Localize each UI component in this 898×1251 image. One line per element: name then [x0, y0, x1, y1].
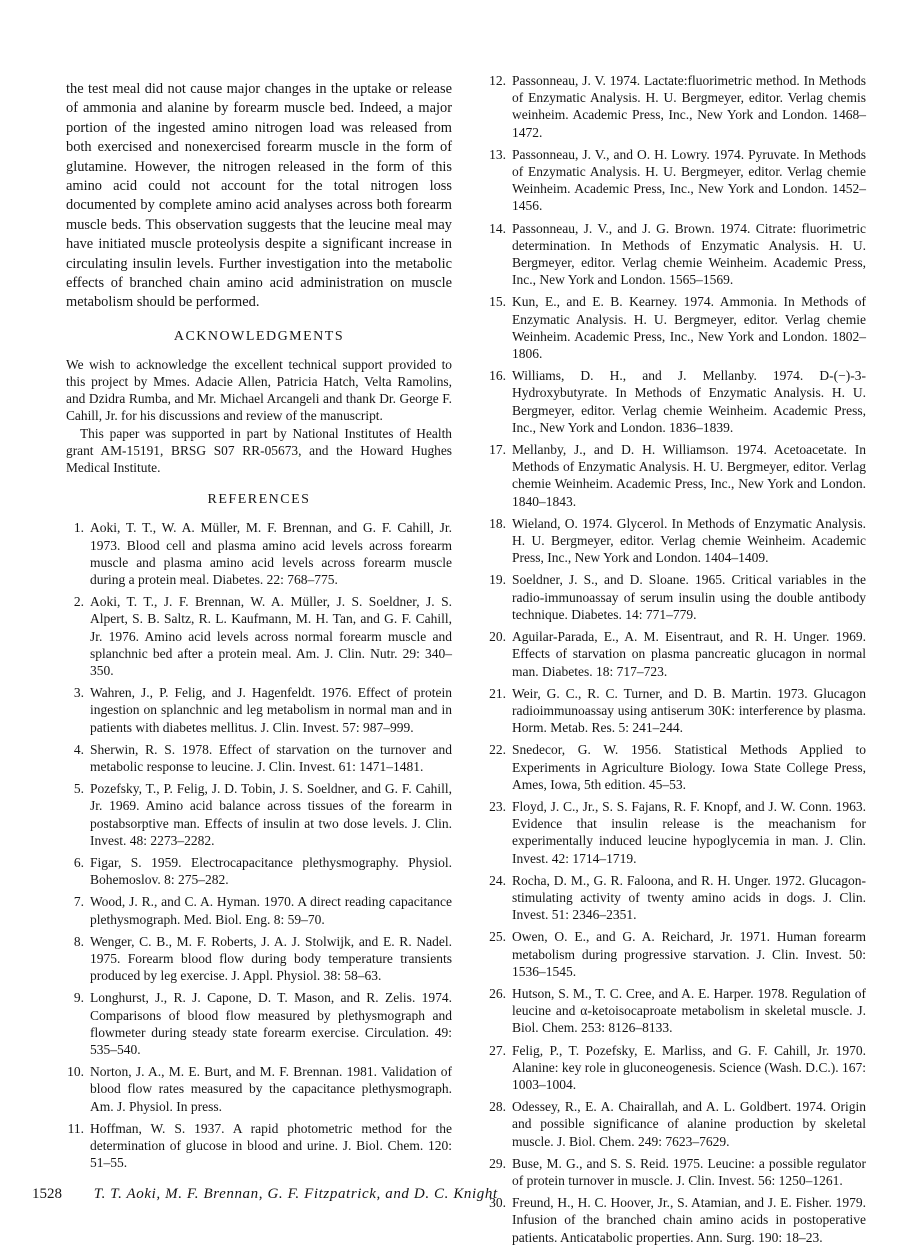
reference-text: Williams, D. H., and J. Mellanby. 1974. D-(−)-3-Hydroxybutyrate. In Methods of Enzymatic Analysis. H. U. Bergmeyer, editor. Verlag chemie Weinheim. Academic Press, Inc., New York and London. 1836–1839.	[512, 368, 866, 435]
reference-number: 2.	[73, 594, 84, 610]
reference-item	[488, 293, 866, 362]
reference-text: Buse, M. G., and S. S. Reid. 1975. Leucine: a possible regulator of protein turnover in muscle. J. Clin. Invest. 56: 1250–1261.	[512, 1155, 866, 1188]
reference-item	[488, 367, 866, 436]
reference-number: 30.	[489, 1195, 506, 1211]
reference-item	[488, 146, 866, 215]
reference-text: Snedecor, G. W. 1956. Statistical Methods Applied to Experiments in Agriculture Biology. Iowa State College Press, Ames, Iowa, 5th edition. 45–53.	[512, 742, 866, 792]
footer-authors: T. T. Aoki, M. F. Brennan, G. F. Fitzpatrick, and D. C. Knight	[93, 1186, 498, 1202]
reference-item	[66, 989, 452, 1058]
reference-item	[488, 1098, 866, 1150]
reference-number: 1.	[73, 520, 84, 536]
reference-number: 12.	[489, 73, 506, 88]
reference-text: Hutson, S. M., T. C. Cree, and A. E. Harper. 1978. Regulation of leucine and α-ketoisocaproate metabolism in skeletal muscle. J. Biol. Chem. 253: 8126–8133.	[512, 985, 866, 1036]
reference-text: Weir, G. C., R. C. Turner, and D. B. Martin. 1973. Glucagon radioimmunoassay using antiserum 30K: interference by plasma. Horm. Metab. Res. 5: 241–244.	[512, 685, 866, 736]
page-number: 1528	[32, 1186, 62, 1202]
reference-item	[488, 628, 866, 680]
reference-item	[488, 928, 866, 980]
reference-number: 21.	[489, 685, 506, 701]
reference-number: 28.	[489, 1099, 506, 1115]
reference-number: 24.	[489, 872, 506, 888]
reference-number: 8.	[73, 933, 84, 949]
reference-text: Longhurst, J., R. J. Capone, D. T. Mason, and R. Zelis. 1974. Comparisons of blood flow measured by plethysmograph and flowmeter during steady state forearm exercise. Circulation. 49: 535–540.	[90, 990, 452, 1057]
reference-item	[488, 985, 866, 1037]
reference-text: Wieland, O. 1974. Glycerol. In Methods of Enzymatic Analysis. H. U. Bergmeyer, editor. Verlag chemie Weinheim. Academic Press, Inc., New York and London. 1404–1409.	[512, 515, 866, 566]
reference-item	[66, 593, 452, 679]
reference-item	[66, 519, 452, 588]
reference-text: Floyd, J. C., Jr., S. S. Fajans, R. F. Knopf, and J. W. Conn. 1963. Evidence that insulin release is the meachanism for experimentally induced leucine hypoglycemia in man. J. Clin. Invest. 42: 1714–1719.	[512, 798, 866, 866]
reference-number: 16.	[489, 368, 506, 384]
reference-item	[66, 1120, 452, 1172]
reference-text: Rocha, D. M., G. R. Faloona, and R. H. Unger. 1972. Glucagon-stimulating activity of twenty amino acids in dogs. J. Clin. Invest. 51: 2346–2351.	[512, 872, 866, 923]
reference-text: Pozefsky, T., P. Felig, J. D. Tobin, J. S. Soeldner, and G. F. Cahill, Jr. 1969. Amino acid balance across tissues of the forearm in postabsorptive man. Effects of insulin at two dose levels. J. Clin. Invest. 48: 2273–2282.	[90, 781, 452, 848]
reference-text: Passonneau, J. V., and J. G. Brown. 1974. Citrate: fluorimetric determination. In Methods of Enzymatic Analysis. H. U. Bergmeyer, editor. Verlag chemie Weinheim. Academic Press, Inc., New York and London. 1565–1569.	[512, 220, 866, 288]
reference-text: Sherwin, R. S. 1978. Effect of starvation on the turnover and metabolic response to leucine. J. Clin. Invest. 61: 1471–1481.	[90, 741, 452, 774]
reference-number: 19.	[489, 572, 506, 588]
reference-number: 6.	[73, 854, 84, 870]
acknowledgments-heading: ACKNOWLEDGMENTS	[173, 328, 345, 344]
reference-number: 9.	[73, 990, 84, 1006]
right-column	[488, 72, 866, 1251]
references-heading: REFERENCES	[207, 492, 311, 508]
reference-number: 14.	[489, 220, 506, 236]
reference-text: Freund, H., H. C. Hoover, Jr., S. Atamian, and J. E. Fisher. 1979. Infusion of the branched chain amino acids in postoperative patients. Anticatabolic properties. Ann. Surg. 190: 18–23.	[512, 1195, 866, 1245]
reference-number: 25.	[489, 929, 506, 945]
body-paragraph: the test meal did not cause major changes in the uptake or release of ammonia and alanine by forearm muscle bed. Indeed, a major portion of the ingested amino nitrogen load was released from both exercised and nonexercised forearm muscle in the form of glutamine. However, the nitrogen released in the form of this amino acid could not account for the total nitrogen loss documented by complete amino acid analyses across both forearm muscle beds. This observation suggests that the leucine meal may have initiated muscle proteolysis despite a significant increase in circulating insulin levels. Further investigation into the metabolic effects of branched chain amino acid administration on muscle metabolism should be performed.	[66, 81, 452, 311]
funding-paragraph: This paper was supported in part by National Institutes of Health grant AM-15191, BRSG S07 RR-05673, and the Howard Hughes Medical Institute.	[66, 425, 452, 476]
reference-item	[488, 441, 866, 510]
reference-number: 3.	[73, 685, 84, 701]
reference-number: 5.	[73, 781, 84, 797]
reference-number: 26.	[489, 985, 506, 1001]
reference-text: Wenger, C. B., M. F. Roberts, J. A. J. Stolwijk, and E. R. Nadel. 1975. Forearm blood flow during body temperature transients produced by leg exercise. J. Appl. Physiol. 38: 58–63.	[90, 933, 452, 984]
reference-number: 7.	[73, 894, 84, 910]
reference-text: Felig, P., T. Pozefsky, E. Marliss, and G. F. Cahill, Jr. 1970. Alanine: key role in gluconeogenesis. Science (Wash. D.C.). 167: 1003–1004.	[512, 1042, 866, 1092]
reference-text: Kun, E., and E. B. Kearney. 1974. Ammonia. In Methods of Enzymatic Analysis. H. U. Bergmeyer, editor. Verlag chemie Weinheim. Academic Press, Inc., New York and London. 1802–1806.	[512, 294, 866, 362]
reference-text: Passonneau, J. V., and O. H. Lowry. 1974. Pyruvate. In Methods of Enzymatic Analysis. H. U. Bergmeyer, editor. Verlag chemie Weinheim. Academic Press, Inc., New York and London. 1452–1456.	[512, 146, 866, 214]
reference-number: 10.	[67, 1064, 84, 1080]
reference-text: Odessey, R., E. A. Chairallah, and A. L. Goldbert. 1974. Origin and possible significance of alanine production by skeletal muscle. J. Biol. Chem. 249: 7623–7629.	[512, 1099, 866, 1149]
references-list-left	[66, 519, 452, 1171]
reference-item	[66, 933, 452, 985]
reference-text: Wahren, J., P. Felig, and J. Hagenfeldt. 1976. Effect of protein ingestion on splanchnic and leg metabolism in normal man and in patients with diabetes mellitus. J. Clin. Invest. 57: 987–999.	[90, 685, 452, 735]
reference-number: 18.	[489, 515, 506, 531]
reference-text: Norton, J. A., M. E. Burt, and M. F. Brennan. 1981. Validation of blood flow rates measured by the capacitance plethysmograph. Am. J. Physiol. In press.	[90, 1064, 452, 1114]
reference-item	[66, 684, 452, 736]
reference-text: Aoki, T. T., J. F. Brennan, W. A. Müller, J. S. Soeldner, J. S. Alpert, S. B. Saltz, R. L. Kaufmann, M. H. Tan, and G. F. Cahill, Jr. 1976. Amino acid levels across normal forearm muscle and splanchnic bed after a protein meal. Am. J. Clin. Nutr. 29: 340–350.	[90, 594, 452, 678]
reference-text: Figar, S. 1959. Electrocapacitance plethysmography. Physiol. Bohemoslov. 8: 275–282.	[90, 854, 452, 888]
reference-item	[66, 780, 452, 849]
reference-item	[488, 798, 866, 867]
reference-item	[488, 685, 866, 737]
reference-text: Soeldner, J. S., and D. Sloane. 1965. Critical variables in the radio-immunoassay of serum insulin using the double antibody technique. Diabetes. 14: 771–779.	[512, 572, 866, 622]
reference-item	[488, 872, 866, 924]
page-footer	[32, 1186, 498, 1203]
reference-item	[488, 741, 866, 793]
reference-item	[488, 72, 866, 141]
reference-number: 4.	[73, 741, 84, 757]
acknowledgments-paragraph: We wish to acknowledge the excellent technical support provided to this project by Mmes. Adacie Allen, Patricia Hatch, Velta Ramolins, and Dzidra Rumba, and Mr. Michael Arcangeli and thank Dr. George F. Cahill, Jr. for his discussions and review of the manuscript.	[66, 356, 452, 424]
reference-item	[488, 1155, 866, 1189]
reference-text: Owen, O. E., and G. A. Reichard, Jr. 1971. Human forearm metabolism during progressive starvation. J. Clin. Invest. 50: 1536–1545.	[512, 929, 866, 979]
reference-text: Wood, J. R., and C. A. Hyman. 1970. A direct reading capacitance plethysmograph. Med. Biol. Eng. 8: 59–70.	[90, 894, 452, 927]
reference-number: 27.	[489, 1042, 506, 1058]
reference-item	[488, 220, 866, 289]
reference-number: 15.	[489, 294, 506, 310]
reference-item	[66, 893, 452, 927]
reference-item	[488, 571, 866, 623]
reference-item	[488, 1042, 866, 1094]
reference-number: 20.	[489, 629, 506, 645]
reference-item	[488, 1194, 866, 1246]
references-list-right	[488, 72, 866, 1246]
reference-text: Aoki, T. T., W. A. Müller, M. F. Brennan, and G. F. Cahill, Jr. 1973. Blood cell and plasma amino acid levels across forearm muscle and plasma amino acid levels across forearm muscle during a protein meal. Diabetes. 22: 768–775.	[90, 520, 452, 587]
reference-text: Mellanby, J., and D. H. Williamson. 1974. Acetoacetate. In Methods of Enzymatic Analysis. H. U. Bergmeyer, editor. Verlag chemie Weinheim. Academic Press, Inc., New York and London. 1840–1843.	[512, 442, 866, 509]
reference-text: Hoffman, W. S. 1937. A rapid photometric method for the determination of glucose in blood and urine. J. Biol. Chem. 120: 51–55.	[90, 1120, 452, 1171]
reference-number: 11.	[67, 1120, 84, 1136]
reference-number: 29.	[489, 1155, 506, 1171]
reference-number: 17.	[489, 442, 506, 458]
reference-text: Aguilar-Parada, E., A. M. Eisentraut, and R. H. Unger. 1969. Effects of starvation on plasma pancreatic glucagon in normal man. Diabetes. 18: 717–723.	[512, 629, 866, 679]
reference-item	[66, 854, 452, 888]
reference-number: 23.	[489, 798, 506, 814]
reference-number: 13.	[489, 146, 506, 162]
reference-item	[66, 741, 452, 775]
reference-text: Passonneau, J. V. 1974. Lactate:fluorimetric method. In Methods of Enzymatic Analysis. H. U. Bergmeyer, editor. Verlag chemis weinheim. Academic Press, Inc., New York and London. 1468–1472.	[512, 73, 866, 140]
reference-item	[488, 515, 866, 567]
left-column	[66, 80, 452, 1176]
reference-item	[66, 1063, 452, 1115]
reference-number: 22.	[489, 742, 506, 758]
